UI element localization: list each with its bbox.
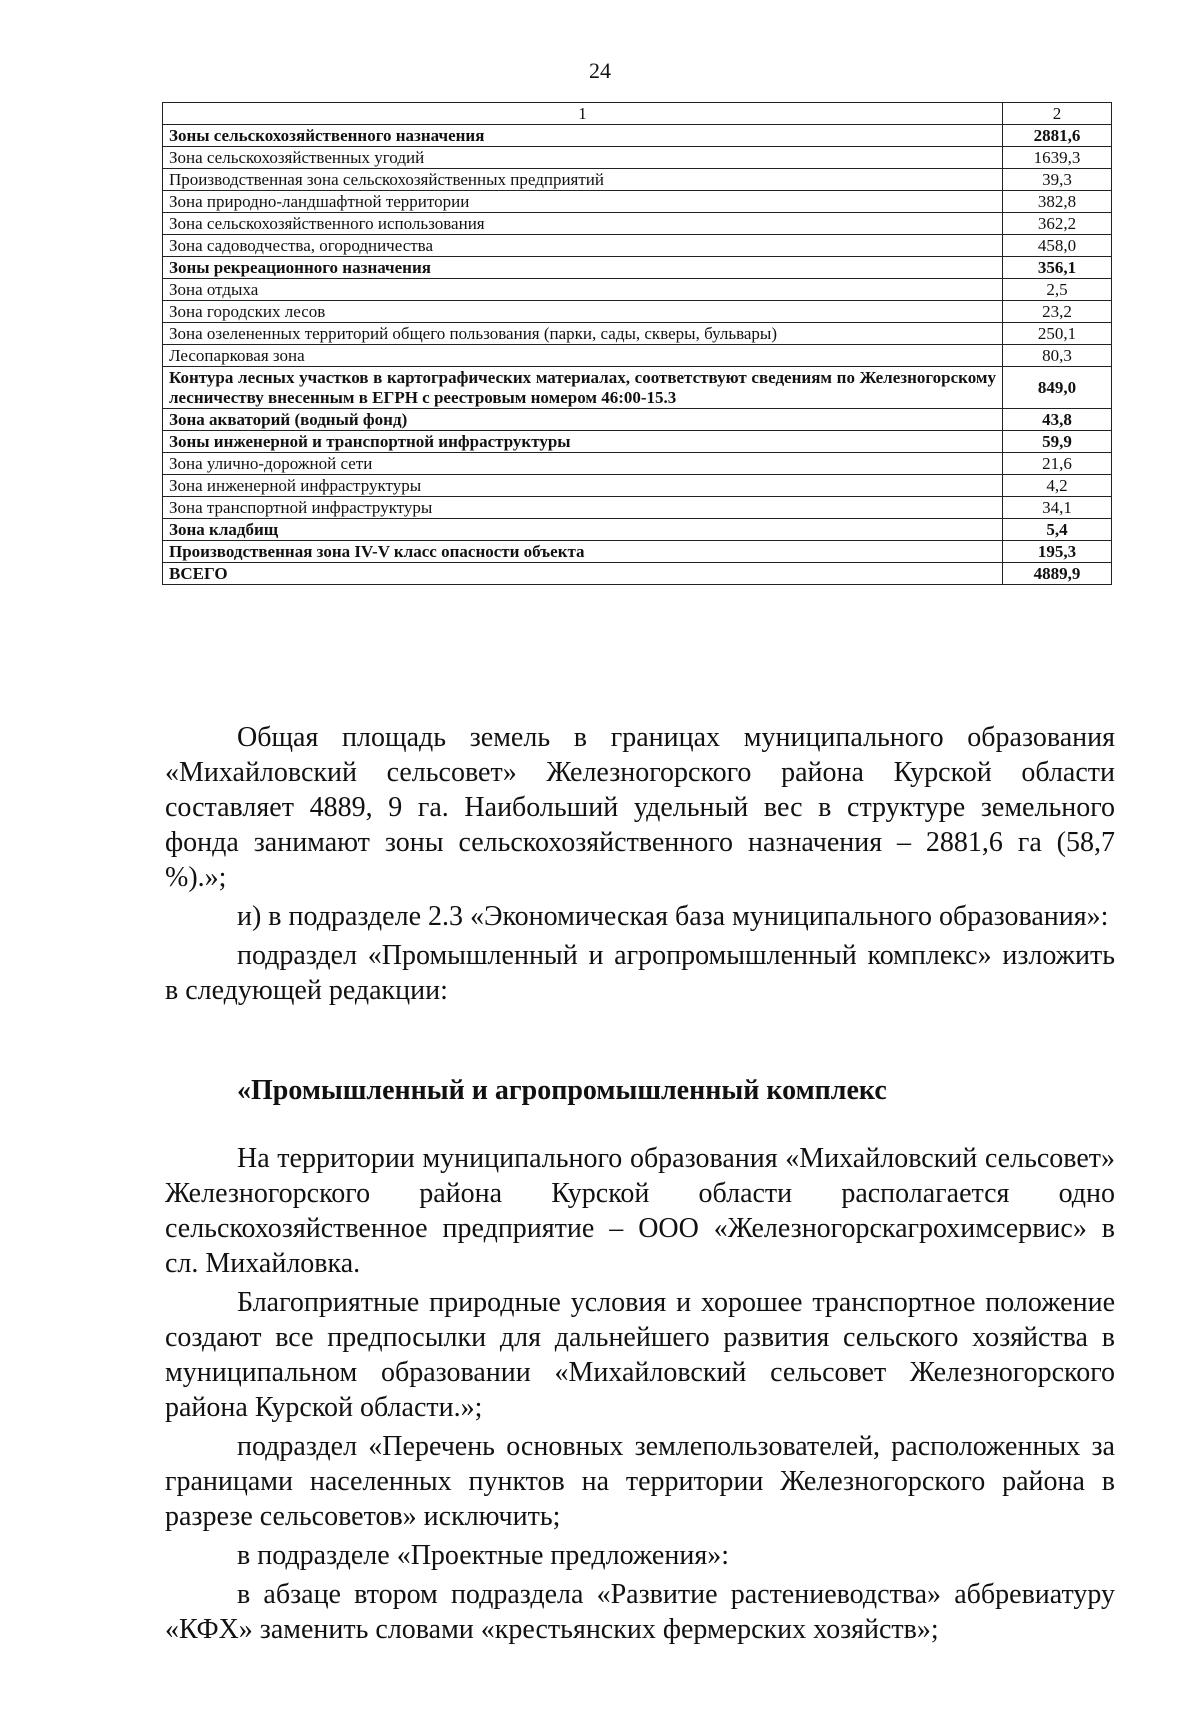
zone-area: 21,6	[1003, 453, 1112, 475]
table-row	[163, 279, 1112, 301]
zone-label: Зона инженерной инфраструктуры	[163, 475, 1003, 497]
table-row	[163, 257, 1112, 279]
body-text-block-2	[165, 1141, 1115, 1647]
table-row	[163, 519, 1112, 541]
zone-area: 356,1	[1003, 257, 1112, 279]
zone-area: 250,1	[1003, 323, 1112, 345]
paragraph: Благоприятные природные условия и хорошее транспортное положение создают все предпосылки для дальнейшего развития сельского хозяйства в муниципальном образовании «Михайловский сельсовет Железногорского района Курской области.»;	[165, 1287, 1115, 1423]
table-header-cell: 1	[163, 103, 1003, 125]
land-zones-table	[162, 102, 1112, 585]
paragraph: в подразделе «Проектные предложения»:	[237, 1540, 729, 1571]
table-row	[163, 301, 1112, 323]
zone-area: 4889,9	[1003, 563, 1112, 585]
body-text-block-1	[165, 720, 1115, 1008]
zone-label: Производственная зона сельскохозяйственных предприятий	[163, 169, 1003, 191]
zone-area: 458,0	[1003, 235, 1112, 257]
zone-label: Зона отдыха	[163, 279, 1003, 301]
table-row	[163, 345, 1112, 367]
table-row	[163, 125, 1112, 147]
zone-area: 43,8	[1003, 409, 1112, 431]
zone-area: 23,2	[1003, 301, 1112, 323]
zone-label: Зона природно-ландшафтной территории	[163, 191, 1003, 213]
zone-area: 34,1	[1003, 497, 1112, 519]
zone-area: 382,8	[1003, 191, 1112, 213]
zone-label: Зона городских лесов	[163, 301, 1003, 323]
paragraph: подраздел «Перечень основных землепользователей, расположенных за границами населенных пунктов на территории Железногорского района в разрезе сельсоветов» исключить;	[165, 1431, 1115, 1532]
zone-label: Зона садоводчества, огородничества	[163, 235, 1003, 257]
table-row	[163, 453, 1112, 475]
table-row	[163, 169, 1112, 191]
table-row	[163, 367, 1112, 409]
table-row	[163, 191, 1112, 213]
zone-label: ВСЕГО	[163, 563, 1003, 585]
zone-label: Зона транспортной инфраструктуры	[163, 497, 1003, 519]
table-header-row	[163, 103, 1112, 125]
zone-label: Зона сельскохозяйственных угодий	[163, 147, 1003, 169]
zone-area: 5,4	[1003, 519, 1112, 541]
table-row	[163, 147, 1112, 169]
zone-label: Производственная зона IV-V класс опасности объекта	[163, 541, 1003, 563]
zone-label: Зоны рекреационного назначения	[163, 257, 1003, 279]
zone-area: 39,3	[1003, 169, 1112, 191]
zone-area: 849,0	[1003, 367, 1112, 409]
zone-label: Зона улично-дорожной сети	[163, 453, 1003, 475]
zone-area: 1639,3	[1003, 147, 1112, 169]
table-row	[163, 541, 1112, 563]
table-row	[163, 213, 1112, 235]
zone-area: 2881,6	[1003, 125, 1112, 147]
zone-label: Зона акваторий (водный фонд)	[163, 409, 1003, 431]
table-row	[163, 475, 1112, 497]
table-row	[163, 235, 1112, 257]
paragraph: Общая площадь земель в границах муниципального образования «Михайловский сельсовет» Железногорского района Курской области составляет 4889, 9 га. Наибольший удельный вес в структуре земельного фонда занимают зоны сельскохозяйственного назначения – 2881,6 га (58,7 %).»;	[165, 722, 1115, 893]
table-header-cell: 2	[1003, 103, 1112, 125]
zone-area: 362,2	[1003, 213, 1112, 235]
table-row	[163, 431, 1112, 453]
section-heading: «Промышленный и агропромышленный комплекс	[237, 1075, 887, 1106]
zone-label: Зона сельскохозяйственного использования	[163, 213, 1003, 235]
zone-label: Зона озелененных территорий общего пользования (парки, сады, скверы, бульвары)	[163, 323, 1003, 345]
zone-area: 80,3	[1003, 345, 1112, 367]
paragraph: На территории муниципального образования «Михайловский сельсовет» Железногорского района Курской области располагается одно сельскохозяйственное предприятие – ООО «Железногорскагрохимсервис» в сл. Михайловка.	[165, 1143, 1115, 1279]
zone-label: Лесопарковая зона	[163, 345, 1003, 367]
page-number: 24	[589, 58, 611, 83]
zone-area: 4,2	[1003, 475, 1112, 497]
paragraph: в абзаце втором подраздела «Развитие растениеводства» аббревиатуру «КФХ» заменить словами «крестьянских фермерских хозяйств»;	[165, 1579, 1115, 1645]
zone-area: 195,3	[1003, 541, 1112, 563]
paragraph: и) в подразделе 2.3 «Экономическая база муниципального образования»:	[237, 901, 1109, 932]
table-row	[163, 497, 1112, 519]
zone-label: Зона кладбищ	[163, 519, 1003, 541]
zone-label: Зоны инженерной и транспортной инфраструктуры	[163, 431, 1003, 453]
paragraph: подраздел «Промышленный и агропромышленный комплекс» изложить в следующей редакции:	[165, 940, 1115, 1006]
zone-label: Зоны сельскохозяйственного назначения	[163, 125, 1003, 147]
zone-area: 2,5	[1003, 279, 1112, 301]
table-total-row	[163, 563, 1112, 585]
zone-label: Контура лесных участков в картографических материалах, соответствуют сведениям по Железногорскому лесничеству внесенным в ЕГРН с реестровым номером 46:00-15.3	[163, 367, 1003, 409]
table-row	[163, 409, 1112, 431]
table-row	[163, 323, 1112, 345]
zone-area: 59,9	[1003, 431, 1112, 453]
